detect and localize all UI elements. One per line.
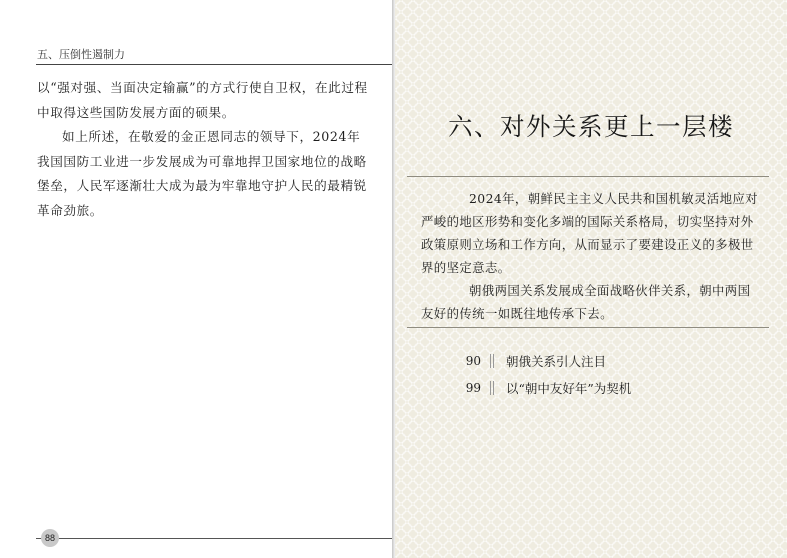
- divider-top: [407, 176, 769, 177]
- toc-title: 以“朝中友好年”为契机: [506, 380, 632, 396]
- toc-entry[interactable]: [449, 347, 749, 374]
- toc-separator: [490, 381, 494, 395]
- left-page: [0, 0, 392, 558]
- divider-bottom: [407, 327, 769, 328]
- toc-title: 朝俄关系引人注目: [506, 353, 607, 369]
- toc-separator: [490, 354, 494, 368]
- paragraph: 以“强对强、当面决定输赢”的方式行使自卫权，在此过程中取得这些国防发展方面的硕果。: [37, 80, 368, 120]
- toc-page-number: 99: [465, 380, 481, 395]
- right-page: [395, 0, 787, 558]
- chapter-title: 六、对外关系更上一层楼: [448, 112, 734, 141]
- header-rule: [36, 64, 392, 65]
- running-head: 五、压倒性遏制力: [37, 48, 125, 61]
- intro-paragraph: 2024年，朝鲜民主主义人民共和国机敏灵活地应对严峻的地区形势和变化多端的国际关系格局，切实坚持对外政策原则立场和工作方向，从而显示了要建设正义的多极世界的坚定意志。: [421, 191, 758, 275]
- section-contents: [449, 347, 749, 401]
- chapter-intro: [421, 187, 761, 325]
- footer-rule: [36, 538, 392, 539]
- toc-entry[interactable]: [449, 374, 749, 401]
- paragraph: 如上所述，在敬爱的金正恩同志的领导下，2024年我国国防工业进一步发展成为可靠地捍卫国家地位的战略堡垒，人民军逐渐壮大成为最为牢靠地守护人民的最精锐革命劲旅。: [37, 129, 367, 218]
- toc-page-number: 90: [465, 353, 481, 368]
- body-text: [37, 76, 370, 223]
- intro-paragraph: 朝俄两国关系发展成全面战略伙伴关系，朝中两国友好的传统一如既往地传承下去。: [421, 283, 751, 321]
- page-number: 88: [41, 529, 59, 547]
